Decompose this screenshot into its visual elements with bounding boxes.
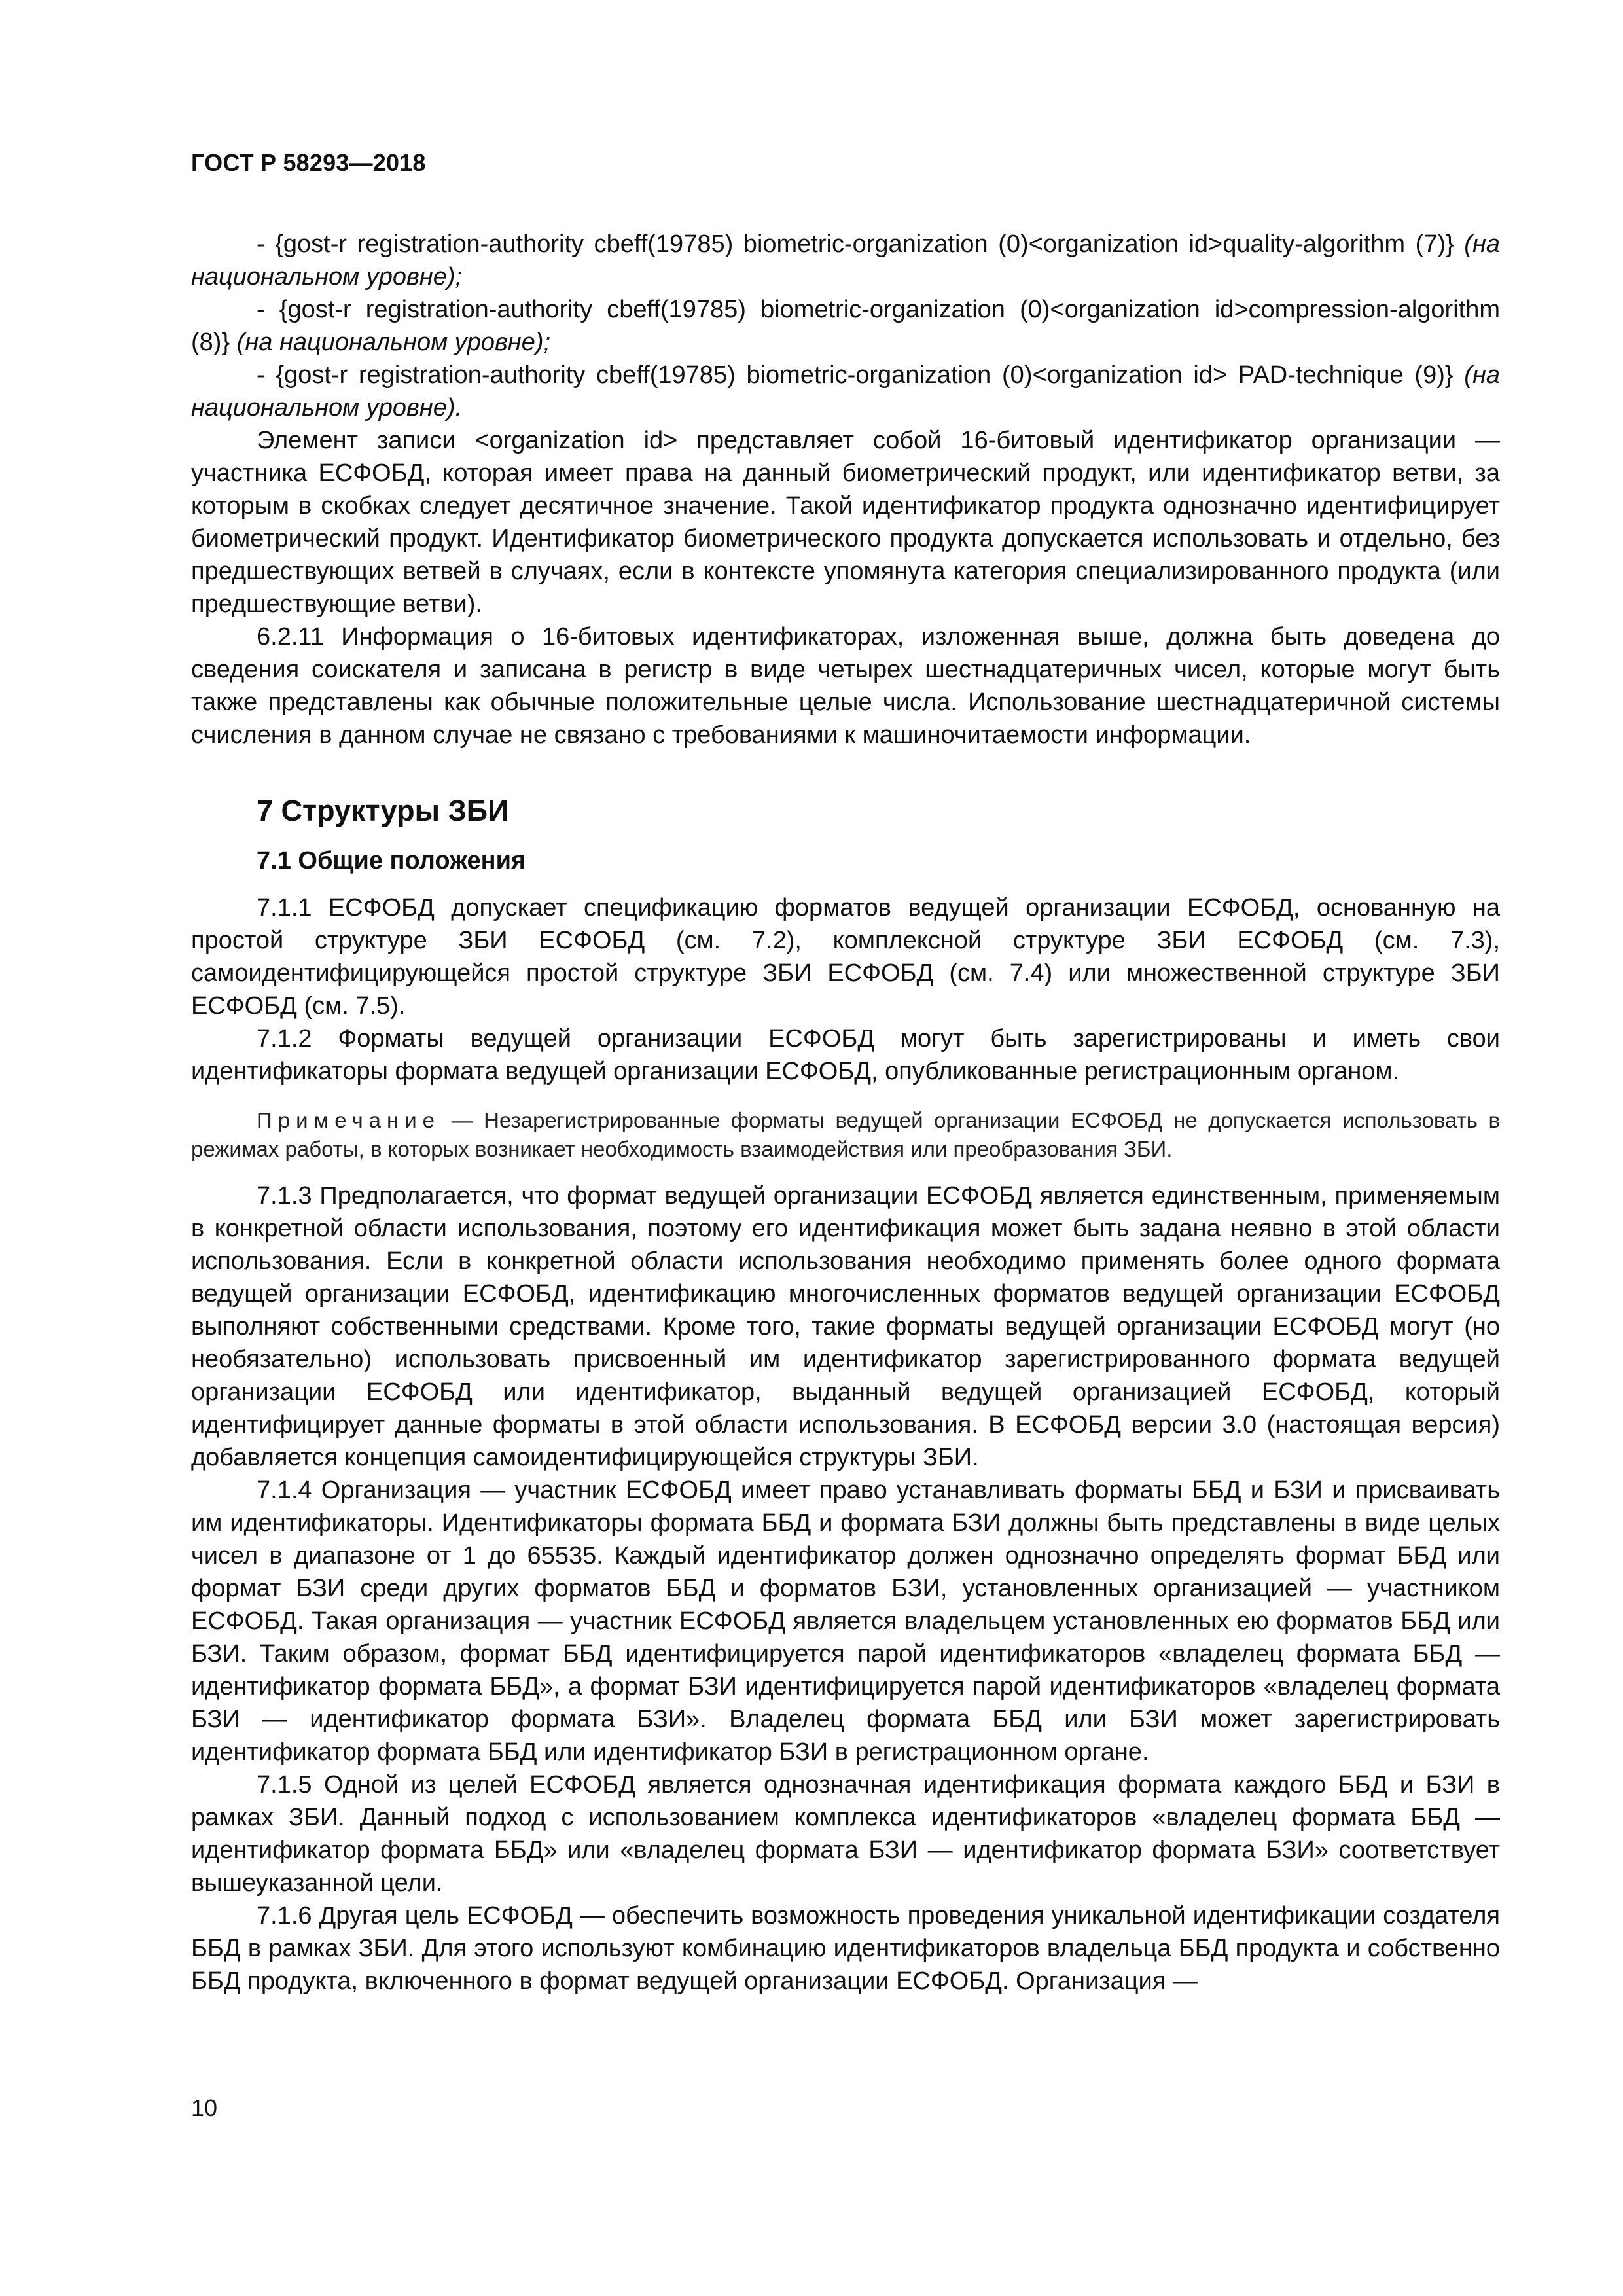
oid-item-3: - {gost-r registration-authority cbeff(19785) biometric-organization (0)<organization id> PAD-technique (9)} (на национальном уровне). [191,361,1500,422]
paragraph-organization-id: Элемент записи <organization id> представляет собой 16-битовый идентификатор организации — участника ЕСФОБД, которая имеет права на данный биометрический продукт, или идентификатор ветви, за которым в скобках следует десятичное значение. Такой идентификатор продукта однозначно идентифицирует биометрический продукт. Идентификатор биометрического продукта допускается использовать и отдельно, без предшествующих ветвей в случаях, если в контексте упомянута категория специализированного продукта (или предшествующие ветви). [191,427,1500,618]
page-number: 10 [191,2094,218,2121]
oid-item-2: - {gost-r registration-authority cbeff(19785) biometric-organization (0)<organization id>compression-algorithm (8)} (на национальном уровне); [191,296,1500,356]
body-text [191,228,1500,1998]
oid-item-1: - {gost-r registration-authority cbeff(19785) biometric-organization (0)<organization id>quality-algorithm (7)} (на национальном уровне); [191,230,1500,291]
paragraph-7-1-1: 7.1.1 ЕСФОБД допускает спецификацию форматов ведущей организации ЕСФОБД, основанную на простой структуре ЗБИ ЕСФОБД (см. 7.2), комплексной структуре ЗБИ ЕСФОБД (см. 7.3), самоидентифицирующейся простой структуре ЗБИ ЕСФОБД (см. 7.4) или множественной структуре ЗБИ ЕСФОБД (см. 7.5). [191,894,1500,1020]
running-header: ГОСТ Р 58293—2018 [191,149,426,176]
section-title: 7 Структуры ЗБИ [257,794,509,827]
paragraph-6-2-11: 6.2.11 Информация о 16-битовых идентификаторах, изложенная выше, должна быть доведена до сведения соискателя и записана в регистр в виде четырех шестнадцатеричных чисел, которые могут быть также представлены как обычные положительные целые числа. Использование шестнадцатеричной системы счисления в данном случае не связано с требованиями к машиночитаемости информации. [191,623,1500,749]
note-label: Примечание [257,1108,441,1132]
note [191,1106,1500,1164]
paragraph-7-1-3: 7.1.3 Предполагается, что формат ведущей организации ЕСФОБД является единственным, применяемым в конкретной области использования, поэтому его идентификация может быть задана неявно в этой области использования. Если в конкретной области использования необходимо применять более одного формата ведущей организации ЕСФОБД, идентификацию многочисленных форматов ведущей организации ЕСФОБД выполняют собственными средствами. Кроме того, такие форматы ведущей организации ЕСФОБД могут (но необязательно) использовать присвоенный им идентификатор зарегистрированного формата ведущей организации ЕСФОБД или идентификатор, выданный ведущей организацией ЕСФОБД, который идентифицирует данные форматы в этой области использования. В ЕСФОБД версии 3.0 (настоящая версия) добавляется концепция самоидентифицирующейся структуры ЗБИ. [191,1182,1500,1471]
paragraph-7-1-6: 7.1.6 Другая цель ЕСФОБД — обеспечить возможность проведения уникальной идентификации создателя ББД в рамках ЗБИ. Для этого используют комбинацию идентификаторов владельца ББД продукта и собственно ББД продукта, включенного в формат ведущей организации ЕСФОБД. Организация — [191,1902,1500,1995]
note-text: — Незарегистрированные форматы ведущей организации ЕСФОБД не допускается использовать в режимах работы, в которых возникает необходимость взаимодействия или преобразования ЗБИ. [191,1108,1500,1161]
paragraph-7-1-4: 7.1.4 Организация — участник ЕСФОБД имеет право устанавливать форматы ББД и БЗИ и присваивать им идентификаторы. Идентификаторы формата ББД и формата БЗИ должны быть представлены в виде целых чисел в диапазоне от 1 до 65535. Каждый идентификатор должен однозначно определять формат ББД или формат БЗИ среди других форматов ББД и форматов БЗИ, установленных организацией — участником ЕСФОБД. Такая организация — участник ЕСФОБД является владельцем установленных ею форматов ББД или БЗИ. Таким образом, формат ББД идентифицируется парой идентификаторов «владелец формата ББД — идентификатор формата ББД», а формат БЗИ идентифицируется парой идентификаторов «владелец формата БЗИ — идентификатор формата БЗИ». Владелец формата ББД или БЗИ может зарегистрировать идентификатор формата ББД или идентификатор БЗИ в регистрационном органе. [191,1477,1500,1766]
paragraph-7-1-5: 7.1.5 Одной из целей ЕСФОБД является однозначная идентификация формата каждого ББД и БЗИ в рамках ЗБИ. Данный подход с использованием комплекса идентификаторов «владелец формата ББД — идентификатор формата ББД» или «владелец формата БЗИ — идентификатор формата БЗИ» соответствует вышеуказанной цели. [191,1771,1500,1897]
paragraph-7-1-2: 7.1.2 Форматы ведущей организации ЕСФОБД могут быть зарегистрированы и иметь свои идентификаторы формата ведущей организации ЕСФОБД, опубликованные регистрационным органом. [191,1025,1500,1085]
subsection-title: 7.1 Общие положения [257,847,526,874]
